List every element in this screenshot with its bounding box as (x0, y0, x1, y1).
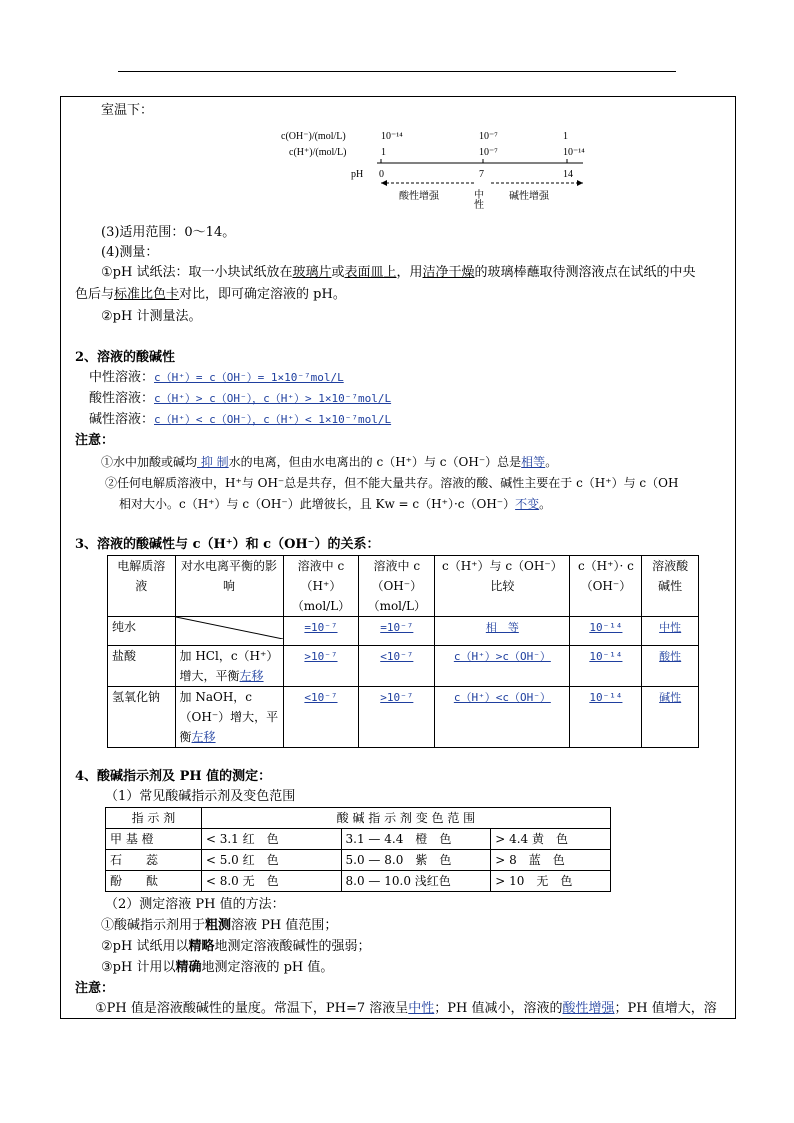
oh-value-1: 10⁻⁷ (479, 131, 498, 142)
table-row (106, 850, 611, 871)
row-h: >10⁻⁷ (304, 650, 338, 663)
header-h: 溶液中 c（H⁺）（mol/L） (283, 556, 359, 617)
indicator-high: > 4.4 黄 色 (491, 829, 611, 850)
indicator-table (105, 807, 611, 892)
row-effect-empty (175, 617, 283, 646)
base-label: 碱性增强 (509, 191, 549, 202)
header-rule (118, 71, 676, 72)
row-compare: c（H⁺）>c（OH⁻） (453, 650, 551, 663)
table-row (106, 829, 611, 850)
ph-value-0: 0 (379, 169, 384, 180)
neutral-line: 中性溶液：c（H⁺）= c（OH⁻）= 1×10⁻⁷mol/L (89, 370, 344, 385)
row-product: 10⁻¹⁴ (589, 691, 623, 704)
note-1-item-2-cont: 相对大小。c（H⁺）与 c（OH⁻）此增彼长，且 Kw = c（H⁺）·c（OH⁻）不变。 (119, 497, 552, 511)
header-compare: c（H⁺）与 c（OH⁻）比较 (435, 556, 570, 617)
method-1-line-1: ①pH 试纸法：取一小块试纸放在玻璃片或表面皿上，用洁净干燥的玻璃棒蘸取待测溶液点在试纸的中央 (101, 265, 696, 280)
h-value-0: 1 (381, 147, 386, 158)
row-nature: 中性 (659, 621, 682, 634)
table-row (108, 646, 699, 687)
method-2: ②pH 计测量法。 (101, 309, 202, 324)
table-row (108, 617, 699, 646)
row-name: 纯水 (108, 617, 176, 646)
indicator-high: > 10 无 色 (491, 871, 611, 892)
ph-row-label: pH (351, 169, 364, 180)
indicator-header-name: 指 示 剂 (106, 808, 202, 829)
row-effect: 加 NaOH，c（OH⁻）增大，平衡左移 (175, 687, 283, 748)
h-value-2: 10⁻¹⁴ (563, 147, 585, 158)
row-nature: 碱性 (659, 691, 682, 704)
acid-line: 酸性溶液：c（H⁺）> c（OH⁻），c（H⁺）> 1×10⁻⁷mol/L (89, 391, 392, 406)
acidity-table (107, 555, 699, 748)
row-oh: =10⁻⁷ (380, 621, 414, 634)
content-frame (60, 96, 736, 1019)
neutral-label: 中性 (471, 189, 483, 209)
row-oh: <10⁻⁷ (380, 650, 414, 663)
row-oh: >10⁻⁷ (380, 691, 414, 704)
base-line: 碱性溶液：c（H⁺）< c（OH⁻），c（H⁺）< 1×10⁻⁷mol/L (89, 412, 392, 427)
indicator-low: < 8.0 无 色 (201, 871, 341, 892)
row-product: 10⁻¹⁴ (589, 621, 623, 634)
ph-method-subtitle: （2）测定溶液 PH 值的方法： (105, 897, 285, 912)
oh-row-label: c(OH⁻)/(mol/L) (281, 131, 346, 142)
row-product: 10⁻¹⁴ (589, 650, 623, 663)
note-1-item-2: ②任何电解质溶液中，H⁺与 OH⁻总是共存，但不能大量共存。溶液的酸、碱性主要在于 c（H⁺）与 c（OH (105, 476, 679, 490)
indicator-name: 甲 基 橙 (106, 829, 202, 850)
indicator-low: < 3.1 红 色 (201, 829, 341, 850)
table-row (108, 687, 699, 748)
acid-label: 酸性增强 (399, 191, 439, 202)
row-nature: 酸性 (659, 650, 682, 663)
oh-value-2: 1 (563, 131, 568, 142)
measure-heading: (4)测量： (101, 245, 159, 260)
row-h: =10⁻⁷ (304, 621, 338, 634)
header-oh: 溶液中 c（OH⁻）（mol/L） (359, 556, 435, 617)
h-value-1: 10⁻⁷ (479, 147, 498, 158)
indicator-name: 石 蕊 (106, 850, 202, 871)
section-4-title: 4、酸碱指示剂及 PH 值的测定： (75, 769, 272, 784)
row-h: <10⁻⁷ (304, 691, 338, 704)
note-2-item-1: ①PH 值是溶液酸碱性的量度。常温下，PH=7 溶液呈中性；PH 值减小，溶液的酸性增强；PH 值增大，溶 (95, 1001, 717, 1016)
indicator-mid: 8.0 — 10.0 浅红色 (341, 871, 491, 892)
ph-method-2: ②pH 试纸用以精略地测定溶液酸碱性的强弱； (101, 939, 371, 954)
ph-method-3: ③pH 计用以精确地测定溶液的 pH 值。 (101, 960, 334, 975)
oh-value-0: 10⁻¹⁴ (381, 131, 403, 142)
table-row (106, 871, 611, 892)
note-1-title: 注意： (75, 433, 115, 448)
range-text: (3)适用范围：0～14。 (101, 225, 236, 240)
section-3-title: 3、溶液的酸碱性与 c（H⁺）和 c（OH⁻）的关系： (75, 537, 380, 552)
h-row-label: c(H⁺)/(mol/L) (289, 147, 347, 158)
note-2-title: 注意： (75, 981, 115, 996)
table-header-row (108, 556, 699, 617)
header-nature: 溶液酸碱性 (642, 556, 699, 617)
intro-text: 室温下： (101, 103, 154, 118)
header-effect: 对水电离平衡的影响 (175, 556, 283, 617)
indicator-header-range: 酸 碱 指 示 剂 变 色 范 围 (201, 808, 610, 829)
row-compare: c（H⁺）<c（OH⁻） (453, 691, 551, 704)
acid-arrowhead (381, 180, 387, 186)
header-electrolyte: 电解质溶液 (108, 556, 176, 617)
indicator-mid: 5.0 — 8.0 紫 色 (341, 850, 491, 871)
ph-value-7: 7 (479, 169, 484, 180)
method-1-line-2: 色后与标准比色卡对比，即可确定溶液的 pH。 (75, 287, 346, 302)
base-arrowhead (577, 180, 583, 186)
row-name: 盐酸 (108, 646, 176, 687)
indicator-high: > 8 蓝 色 (491, 850, 611, 871)
row-compare: 相 等 (485, 621, 519, 634)
row-effect: 加 HCl，c（H⁺）增大，平衡左移 (175, 646, 283, 687)
section-2-title: 2、溶液的酸碱性 (75, 350, 176, 365)
indicator-header-row (106, 808, 611, 829)
diagonal-line (176, 617, 283, 639)
ph-value-14: 14 (563, 169, 573, 180)
header-product: c（H⁺）· c（OH⁻） (570, 556, 642, 617)
ph-scale-figure (281, 127, 591, 217)
indicator-subtitle: （1）常见酸碱指示剂及变色范围 (105, 789, 296, 804)
ph-method-1: ①酸碱指示剂用于粗测溶液 PH 值范围； (101, 918, 338, 933)
note-1-item-1: ①水中加酸或碱均 抑 制水的电离，但由水电离出的 c（H⁺）与 c（OH⁻）总是相等。 (101, 455, 558, 469)
row-name: 氢氧化钠 (108, 687, 176, 748)
indicator-low: < 5.0 红 色 (201, 850, 341, 871)
indicator-mid: 3.1 — 4.4 橙 色 (341, 829, 491, 850)
indicator-name: 酚 酞 (106, 871, 202, 892)
